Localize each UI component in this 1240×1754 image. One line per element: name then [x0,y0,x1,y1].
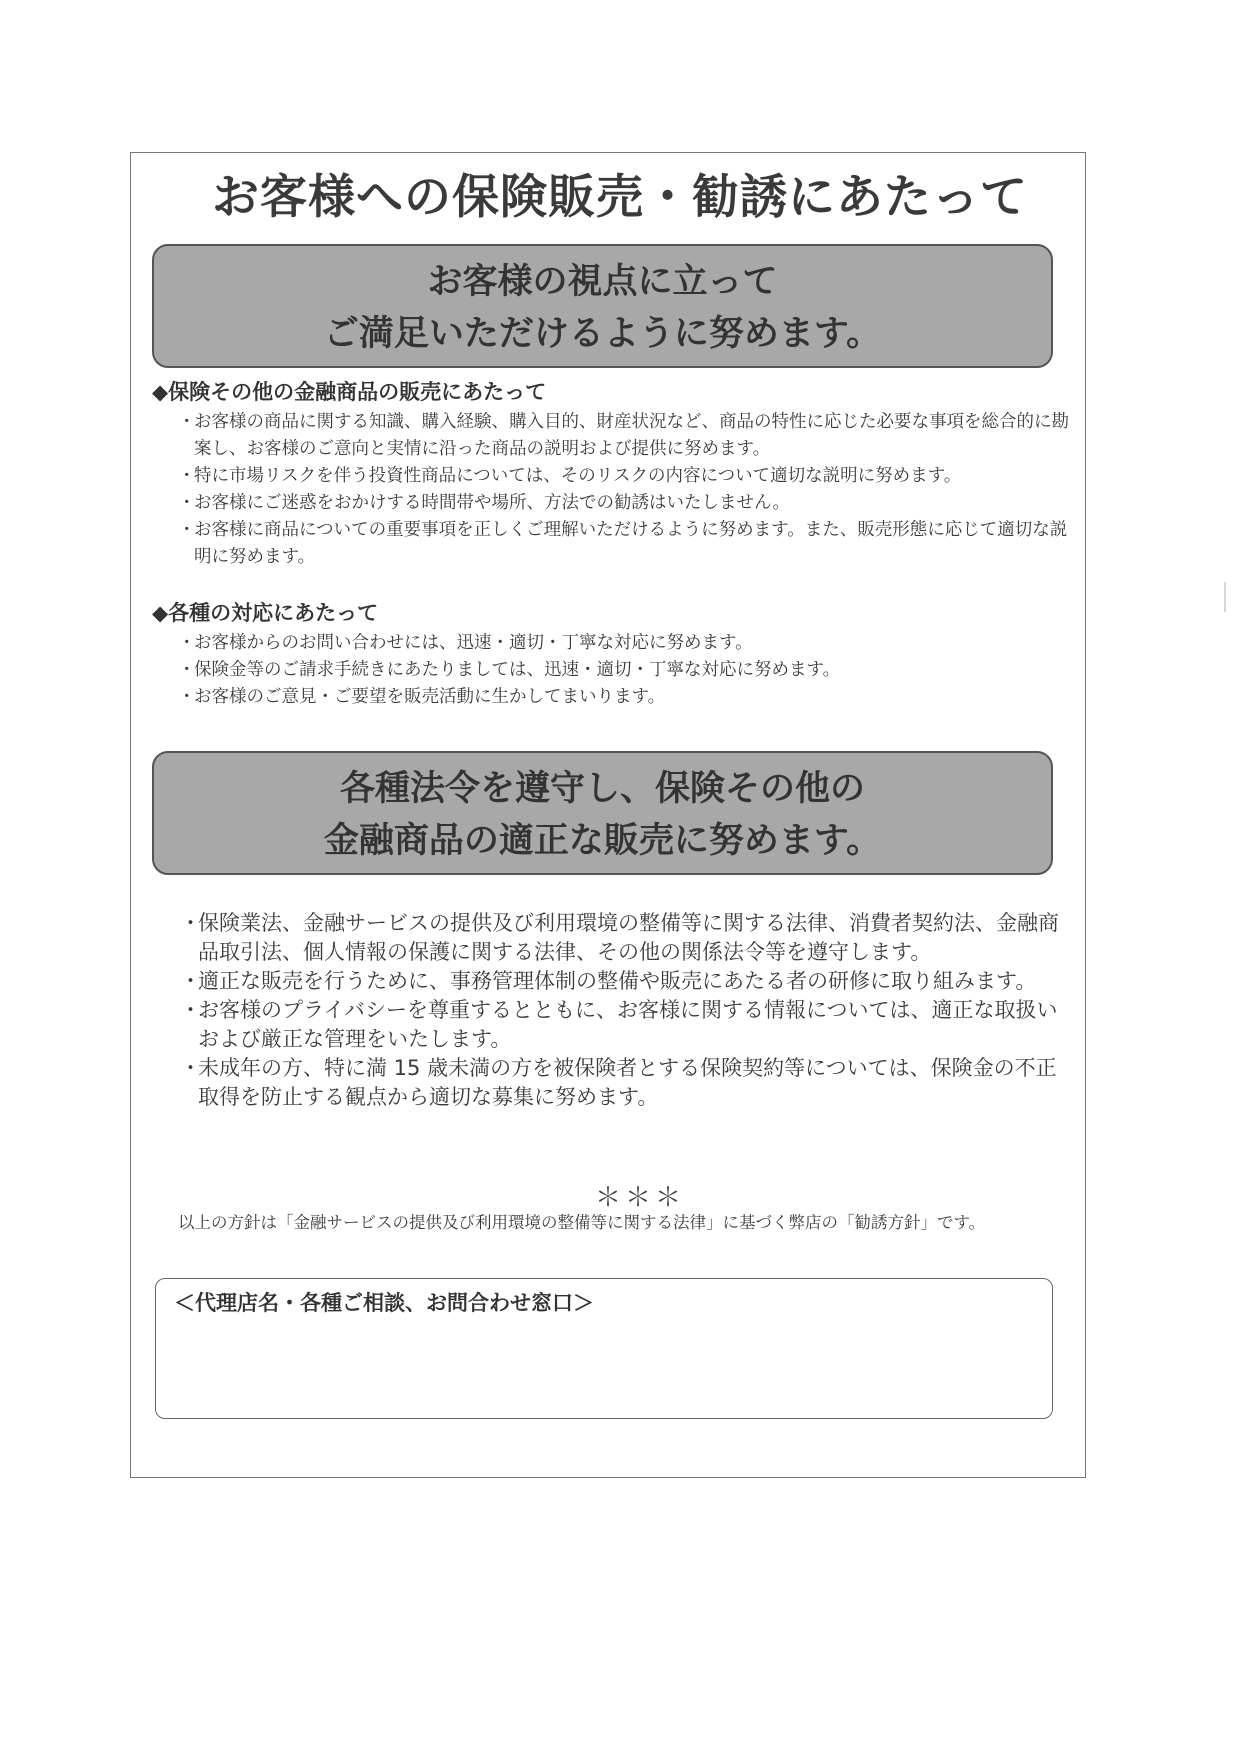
section-heading-sales: ◆保険その他の金融商品の販売にあたって [152,380,547,404]
list-item: ・ お客様にご迷惑をおかけする時間帯や場所、方法での勧誘はいたしません。 [178,490,1074,517]
banner-line-2: 金融商品の適正な販売に努めます。 [323,821,882,861]
list-item: ・ 適正な販売を行うために、事務管理体制の整備や販売にあたる者の研修に取り組みます。 [180,967,1076,996]
list-item: ・ お客様からのお問い合わせには、迅速・適切・丁寧な対応に努めます。 [178,630,1074,657]
bullet-dot: ・ [178,466,196,486]
list-item: ・ 保険業法、金融サービスの提供及び利用環境の整備等に関する法律、消費者契約法、金融商品取引法、個人情報の保護に関する法律、その他の関係法令等を遵守します。 [180,911,1059,964]
bullet-dot: ・ [180,998,201,1022]
list-item: ・ 特に市場リスクを伴う投資性商品については、そのリスクの内容について適切な説明に努めます。 [178,463,1074,490]
bullet-dot: ・ [178,633,196,653]
scan-edge-mark [1224,582,1226,612]
agency-contact-box [155,1278,1053,1419]
banner-line-1: お客様の視点に立って [427,262,778,302]
list-item: ・ お客様のプライバシーを尊重するとともに、お客様に関する情報については、適正な取扱いおよび厳正な管理をいたします。 [180,998,1058,1051]
policy-banner-compliance [152,751,1053,875]
compliance-policy-list [180,909,1076,1112]
list-item: ・ お客様の商品に関する知識、購入経験、購入目的、財産状況など、商品の特性に応じた必要な事項を総合的に勘案し、お客様のご意向と実情に沿った商品の説明および提供に努めます。 [178,409,1074,463]
list-item: ・ お客様のご意見・ご要望を販売活動に生かしてまいります。 [178,684,1074,711]
sales-policy-list [178,409,1074,571]
section-heading-response: ◆各種の対応にあたって [152,601,379,625]
bullet-dot: ・ [178,520,196,540]
list-item: ・ お客様に商品についての重要事項を正しくご理解いただけるように努めます。また、販売形態に応じて適切な説明に努めます。 [178,517,1074,571]
banner-line-1: 各種法令を遵守し、保険その他の [339,769,865,809]
separator-stars: ＊＊＊ [594,1183,685,1213]
bullet-dot: ・ [178,687,196,707]
policy-banner-customer-perspective [152,244,1053,368]
bullet-dot: ・ [180,911,201,935]
contact-box-title: ＜代理店名・各種ご相談、お問合わせ窓口＞ [174,1291,594,1315]
bullet-dot: ・ [178,660,196,680]
response-policy-list [178,630,1074,711]
bullet-dot: ・ [178,493,196,513]
banner-line-2: ご満足いただけるように努めます。 [323,314,882,354]
bullet-dot: ・ [180,1056,201,1080]
policy-basis-note: 以上の方針は「金融サービスの提供及び利用環境の整備等に関する法律」に基づく弊店の「勧誘方針」です。 [178,1213,986,1232]
list-item: ・ 未成年の方、特に満 15 歳未満の方を被保険者とする保険契約等については、保険金の不正取得を防止する観点から適切な募集に努めます。 [180,1056,1057,1109]
list-item: ・ 保険金等のご請求手続きにあたりましては、迅速・適切・丁寧な対応に努めます。 [178,657,1074,684]
bullet-dot: ・ [178,412,196,432]
bullet-dot: ・ [180,969,201,993]
page-title: お客様への保険販売・勧誘にあたって [212,170,1028,225]
